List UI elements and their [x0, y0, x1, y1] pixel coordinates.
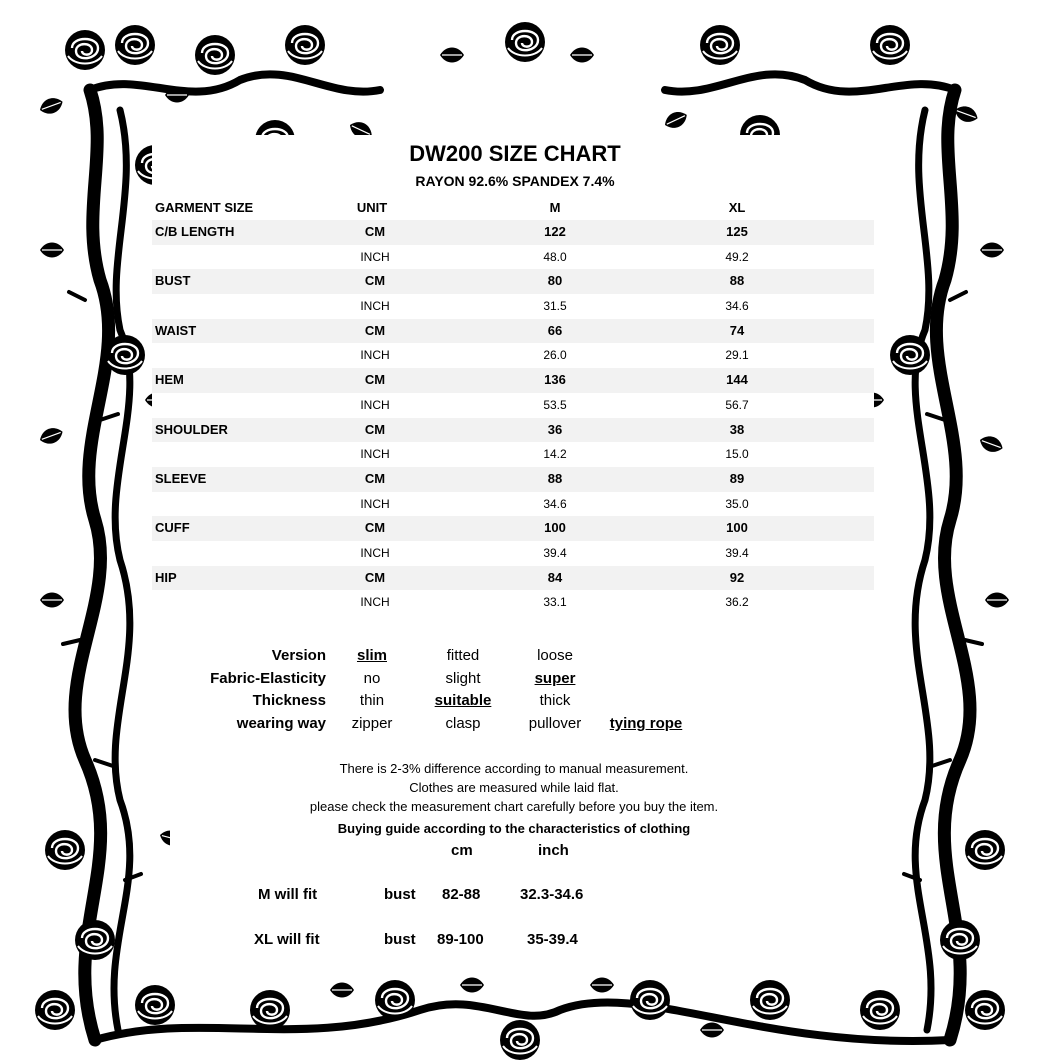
value-xl-inch: 35.0 — [725, 496, 749, 511]
guide-m-label: M will fit — [258, 886, 318, 903]
value-xl-inch: 56.7 — [725, 397, 749, 412]
table-row — [152, 220, 874, 245]
unit-cm: CM — [364, 421, 386, 437]
version-option: slim — [356, 647, 387, 664]
value-m-cm: 80 — [547, 273, 563, 289]
table-row — [152, 343, 874, 368]
table-row — [152, 442, 874, 467]
value-xl-cm: 88 — [729, 273, 745, 289]
fabric-composition: RAYON 92.6% SPANDEX 7.4% — [415, 173, 615, 189]
value-xl-inch: 15.0 — [725, 447, 749, 462]
unit-cm: CM — [364, 520, 386, 536]
value-xl-inch: 49.2 — [725, 249, 749, 264]
measurement-name: HEM — [155, 372, 184, 388]
value-xl-inch: 36.2 — [725, 595, 749, 610]
value-m-cm: 122 — [544, 224, 566, 239]
value-m-cm: 66 — [547, 322, 563, 338]
measurement-name: SLEEVE — [155, 470, 207, 486]
guide-m-inch: 32.3-34.6 — [520, 886, 584, 903]
table-row — [152, 418, 874, 443]
unit-cm: CM — [364, 273, 386, 289]
value-m-inch: 48.0 — [543, 249, 567, 264]
note-line: There is 2-3% difference according to manual measurement. — [339, 761, 689, 776]
unit-cm: CM — [364, 569, 386, 585]
guide-xl-cm: 89-100 — [437, 931, 484, 948]
size-table — [152, 196, 874, 615]
header-xl: XL — [728, 200, 746, 215]
guide-m-part: bust — [384, 886, 416, 903]
value-xl-cm: 38 — [729, 421, 745, 437]
value-m-inch: 34.6 — [543, 496, 567, 511]
header-garment-size: GARMENT SIZE — [155, 200, 254, 215]
value-m-inch: 26.0 — [543, 348, 567, 363]
value-m-inch: 33.1 — [543, 595, 567, 610]
value-m-cm: 84 — [547, 569, 563, 585]
value-m-cm: 100 — [544, 520, 566, 536]
wearing-option: pullover — [528, 715, 582, 732]
table-row — [152, 319, 874, 344]
elasticity-option: slight — [445, 670, 481, 687]
table-row — [152, 467, 874, 492]
value-xl-cm: 74 — [729, 322, 745, 338]
elasticity-option: no — [363, 670, 381, 687]
value-m-cm: 136 — [544, 372, 566, 388]
unit-inch: INCH — [360, 348, 390, 363]
unit-inch: INCH — [360, 595, 390, 610]
table-row — [152, 590, 874, 615]
table-row — [152, 393, 874, 418]
guide-xl-part: bust — [384, 931, 416, 948]
wearing-way-label: wearing way — [236, 715, 326, 732]
guide-col-cm: cm — [451, 842, 473, 859]
header-unit: UNIT — [356, 200, 388, 215]
unit-inch: INCH — [360, 397, 390, 412]
table-row — [152, 516, 874, 541]
table-header — [152, 196, 874, 220]
unit-cm: CM — [364, 224, 386, 239]
unit-inch: INCH — [360, 447, 390, 462]
guide-col-inch: inch — [538, 842, 569, 859]
measurement-name: BUST — [155, 273, 191, 289]
unit-cm: CM — [364, 470, 386, 486]
wearing-option: tying rope — [609, 715, 683, 732]
wearing-option: zipper — [351, 715, 393, 732]
note-line: Clothes are measured while laid flat. — [409, 780, 619, 795]
version-option: fitted — [446, 647, 480, 664]
table-row — [152, 492, 874, 517]
guide-xl-label: XL will fit — [254, 931, 320, 948]
unit-inch: INCH — [360, 545, 390, 560]
table-row — [152, 294, 874, 319]
value-xl-cm: 144 — [726, 372, 748, 388]
thickness-option: thick — [539, 692, 571, 709]
elasticity-label: Fabric-Elasticity — [210, 670, 326, 687]
unit-cm: CM — [364, 322, 386, 338]
header-m: M — [549, 200, 561, 215]
value-xl-cm: 125 — [726, 224, 748, 239]
measurement-name: C/B LENGTH — [155, 224, 235, 239]
elasticity-option: super — [534, 670, 576, 687]
measurement-name: SHOULDER — [155, 421, 228, 437]
value-xl-cm: 89 — [729, 470, 745, 486]
value-m-inch: 14.2 — [543, 447, 567, 462]
measurement-name: HIP — [155, 569, 177, 585]
thickness-label: Thickness — [252, 692, 326, 709]
unit-inch: INCH — [360, 299, 390, 314]
unit-inch: INCH — [360, 496, 390, 511]
table-row — [152, 566, 874, 591]
thickness-option: suitable — [434, 692, 492, 709]
note-line: please check the measurement chart carefully before you buy the item. — [309, 799, 719, 814]
value-xl-cm: 100 — [726, 520, 748, 536]
value-xl-inch: 29.1 — [725, 348, 749, 363]
measurement-name: WAIST — [155, 322, 197, 338]
measurement-name: CUFF — [155, 520, 190, 536]
thickness-option: thin — [359, 692, 385, 709]
table-row — [152, 368, 874, 393]
version-label: Version — [271, 647, 326, 664]
wearing-option: clasp — [445, 715, 481, 732]
table-row — [152, 269, 874, 294]
value-xl-inch: 34.6 — [725, 299, 749, 314]
guide-m-cm: 82-88 — [442, 886, 481, 903]
page-title: DW200 SIZE CHART — [409, 141, 621, 166]
unit-cm: CM — [364, 372, 386, 388]
value-xl-inch: 39.4 — [725, 545, 749, 560]
table-row — [152, 541, 874, 566]
buying-guide-title: Buying guide according to the characteristics of clothing — [337, 821, 691, 836]
unit-inch: INCH — [360, 249, 390, 264]
value-m-inch: 53.5 — [543, 397, 567, 412]
value-m-inch: 31.5 — [543, 299, 567, 314]
table-row — [152, 245, 874, 270]
value-m-inch: 39.4 — [543, 545, 567, 560]
value-m-cm: 88 — [547, 470, 563, 486]
value-m-cm: 36 — [547, 421, 563, 437]
value-xl-cm: 92 — [729, 569, 745, 585]
guide-xl-inch: 35-39.4 — [527, 931, 578, 948]
version-option: loose — [537, 647, 573, 664]
